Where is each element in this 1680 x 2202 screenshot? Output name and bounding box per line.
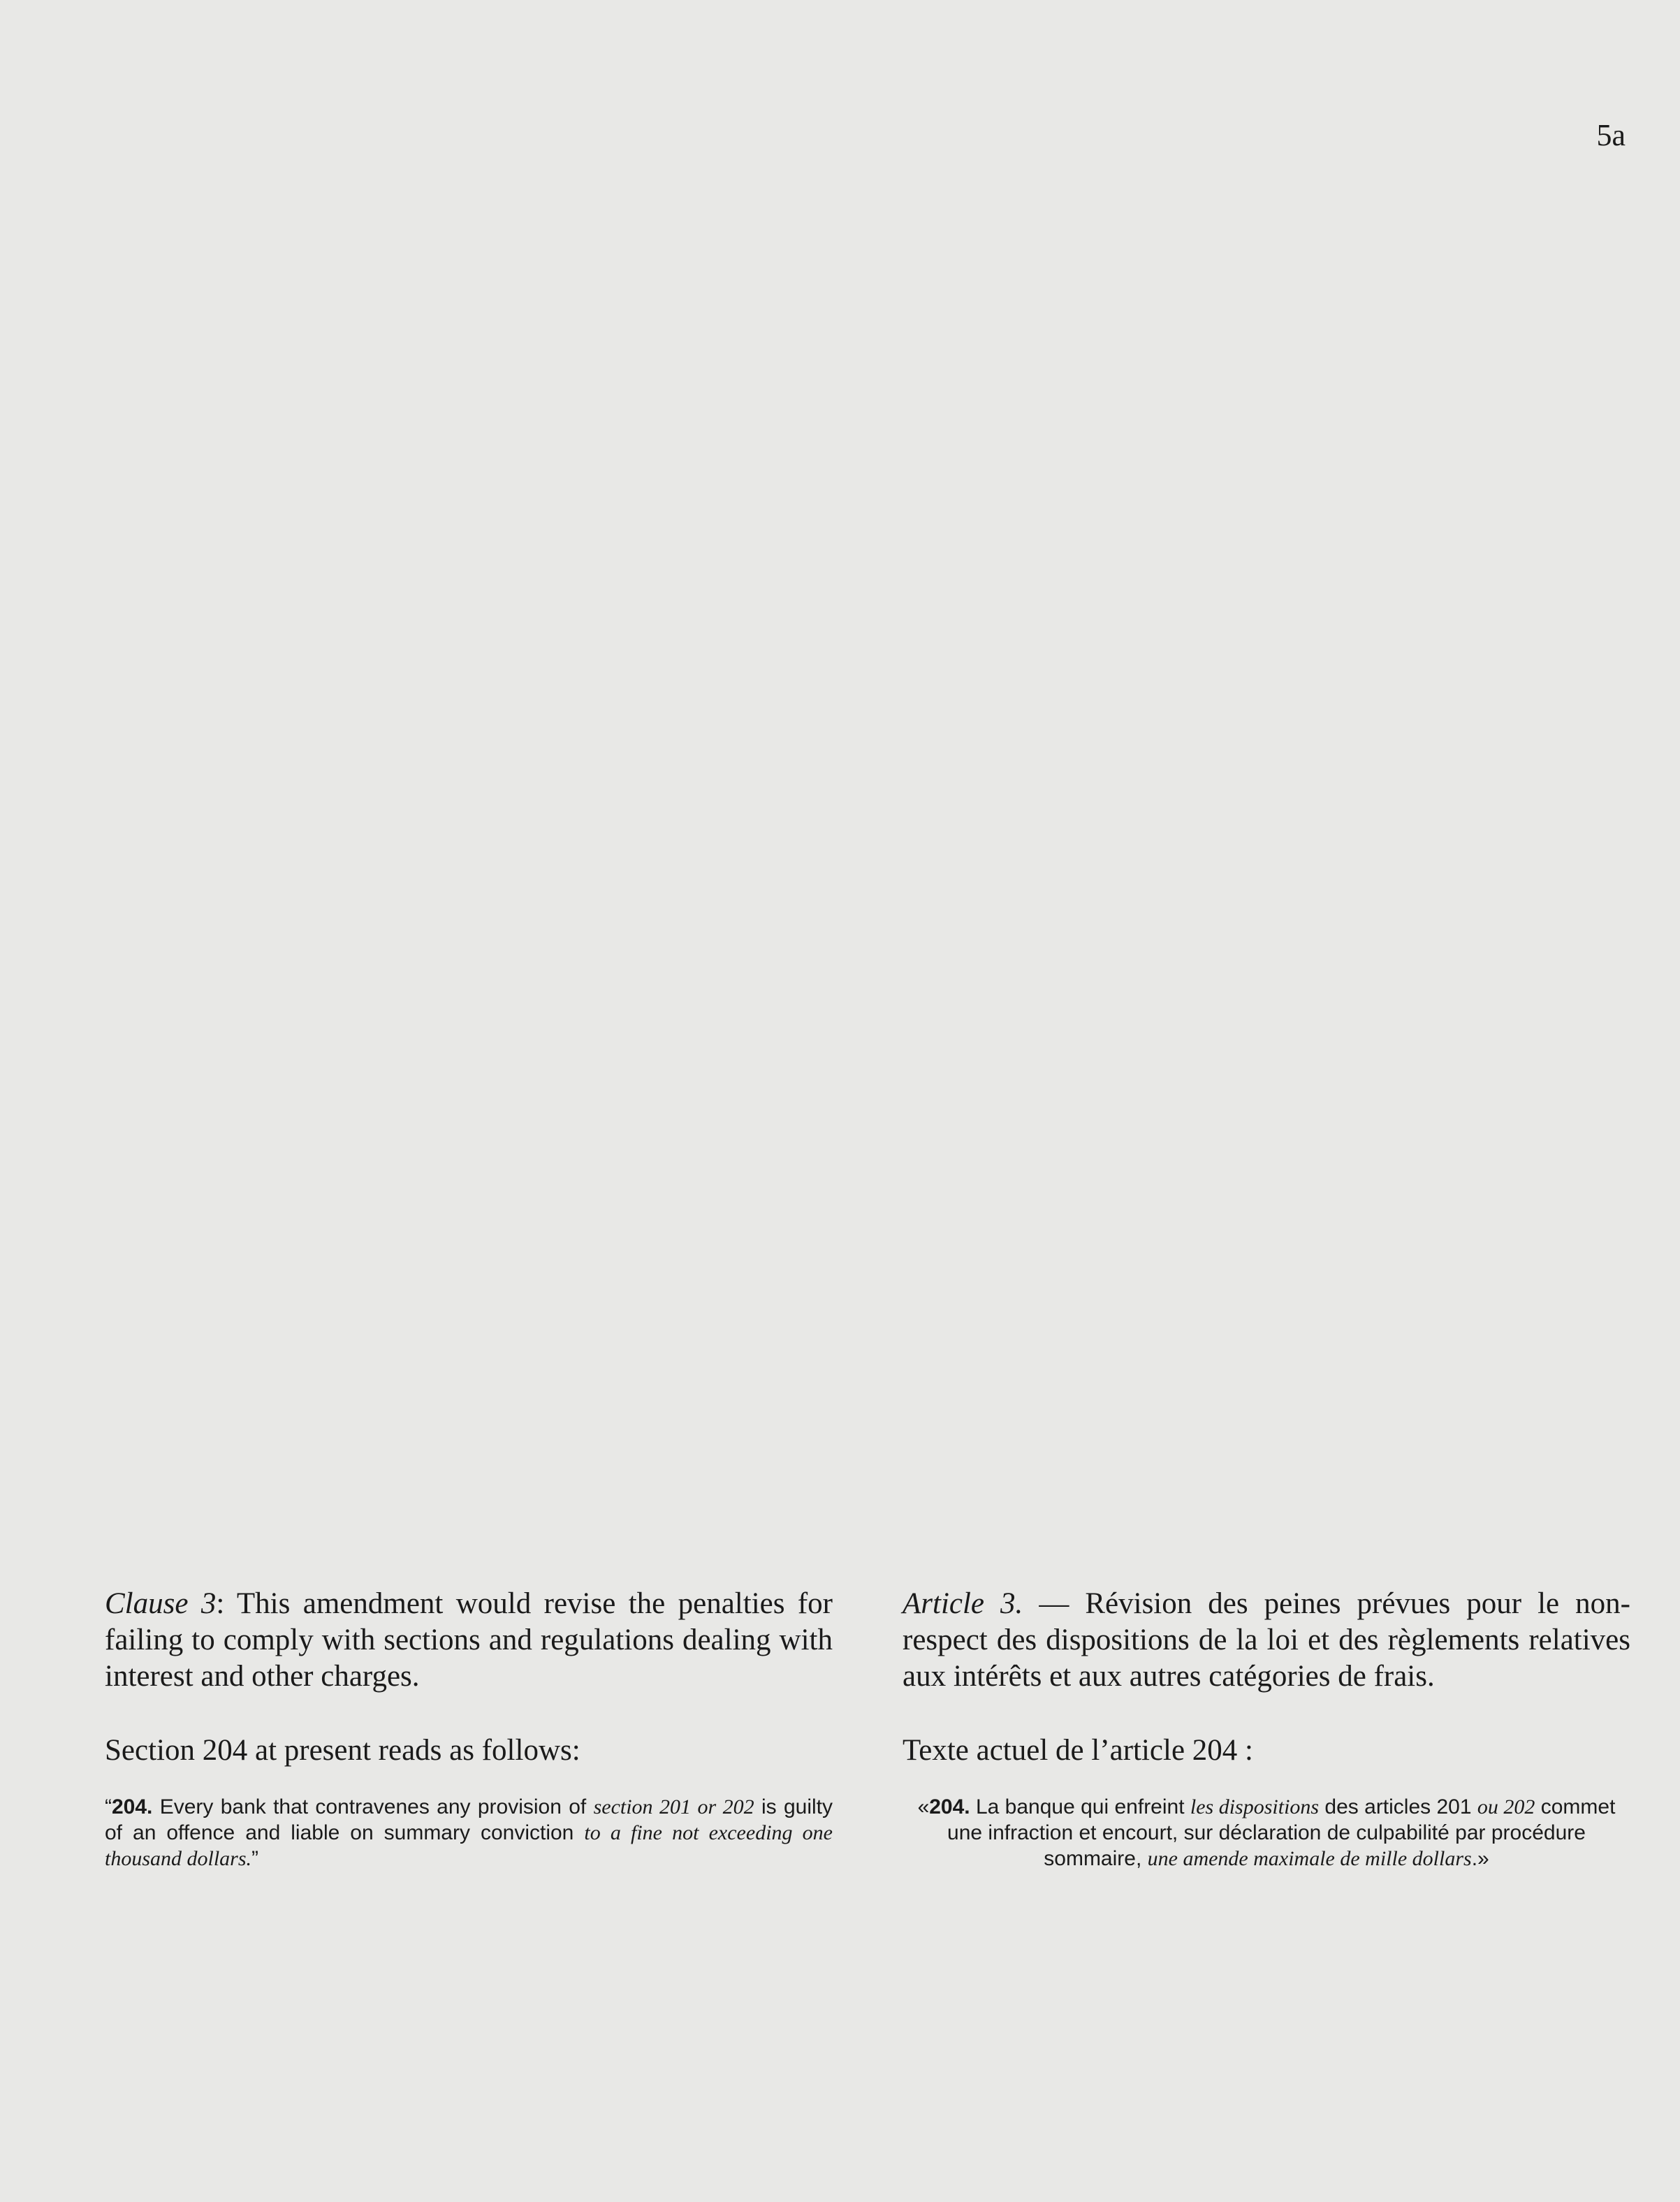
- french-quote-close: .»: [1471, 1847, 1489, 1870]
- english-clause-text: : This amendment would revise the penalties for failing to comply with sections and regulations dealing with interest and other charges.: [105, 1587, 833, 1693]
- french-quote-italic-1: les dispositions: [1190, 1795, 1320, 1818]
- english-quote-section-number: 204.: [112, 1795, 153, 1818]
- french-quote-text-2: des articles 201: [1319, 1795, 1477, 1818]
- french-article-label: Article 3.: [903, 1587, 1023, 1620]
- french-present-reads: Texte actuel de l’article 204 :: [903, 1734, 1253, 1767]
- english-explanatory-note: [105, 1586, 833, 1872]
- english-quote-open: “: [105, 1795, 112, 1818]
- english-present-reads: Section 204 at present reads as follows:: [105, 1734, 580, 1767]
- page-number: 5a: [1596, 118, 1626, 152]
- english-clause-note: [105, 1586, 833, 1695]
- english-clause-label: Clause 3: [105, 1587, 217, 1620]
- english-quote-text-1: Every bank that contravenes any provision of: [152, 1795, 594, 1818]
- english-quote-close: ”: [251, 1847, 259, 1870]
- french-quote-section-number: 204.: [929, 1795, 970, 1818]
- english-quote-italic-2: to a fine not exceeding one thousand dollars.: [105, 1821, 833, 1870]
- french-quote-italic-3: une amende maximale de mille dollars: [1147, 1847, 1472, 1870]
- french-quote-open: «: [917, 1795, 930, 1818]
- english-quoted-section: [105, 1794, 833, 1872]
- english-quote-italic-1: section 201 or 202: [593, 1795, 754, 1818]
- french-quote-italic-2: ou 202: [1477, 1795, 1535, 1818]
- english-quote-text-2: is guilty of an offence and liable on summary conviction: [105, 1795, 833, 1844]
- french-quoted-section: [903, 1794, 1630, 1872]
- french-explanatory-note: [903, 1586, 1630, 1872]
- french-article-note: [903, 1586, 1630, 1695]
- french-article-text: — Révision des peines prévues pour le non-respect des dispositions de la loi et des règlements relatives aux intérêts et aux autres catégories de frais.: [903, 1587, 1630, 1693]
- french-quote-text-1: La banque qui enfreint: [970, 1795, 1190, 1818]
- french-quote-text-3: commet une infraction et encourt, sur déclaration de culpabilité par procédure sommaire,: [947, 1795, 1616, 1870]
